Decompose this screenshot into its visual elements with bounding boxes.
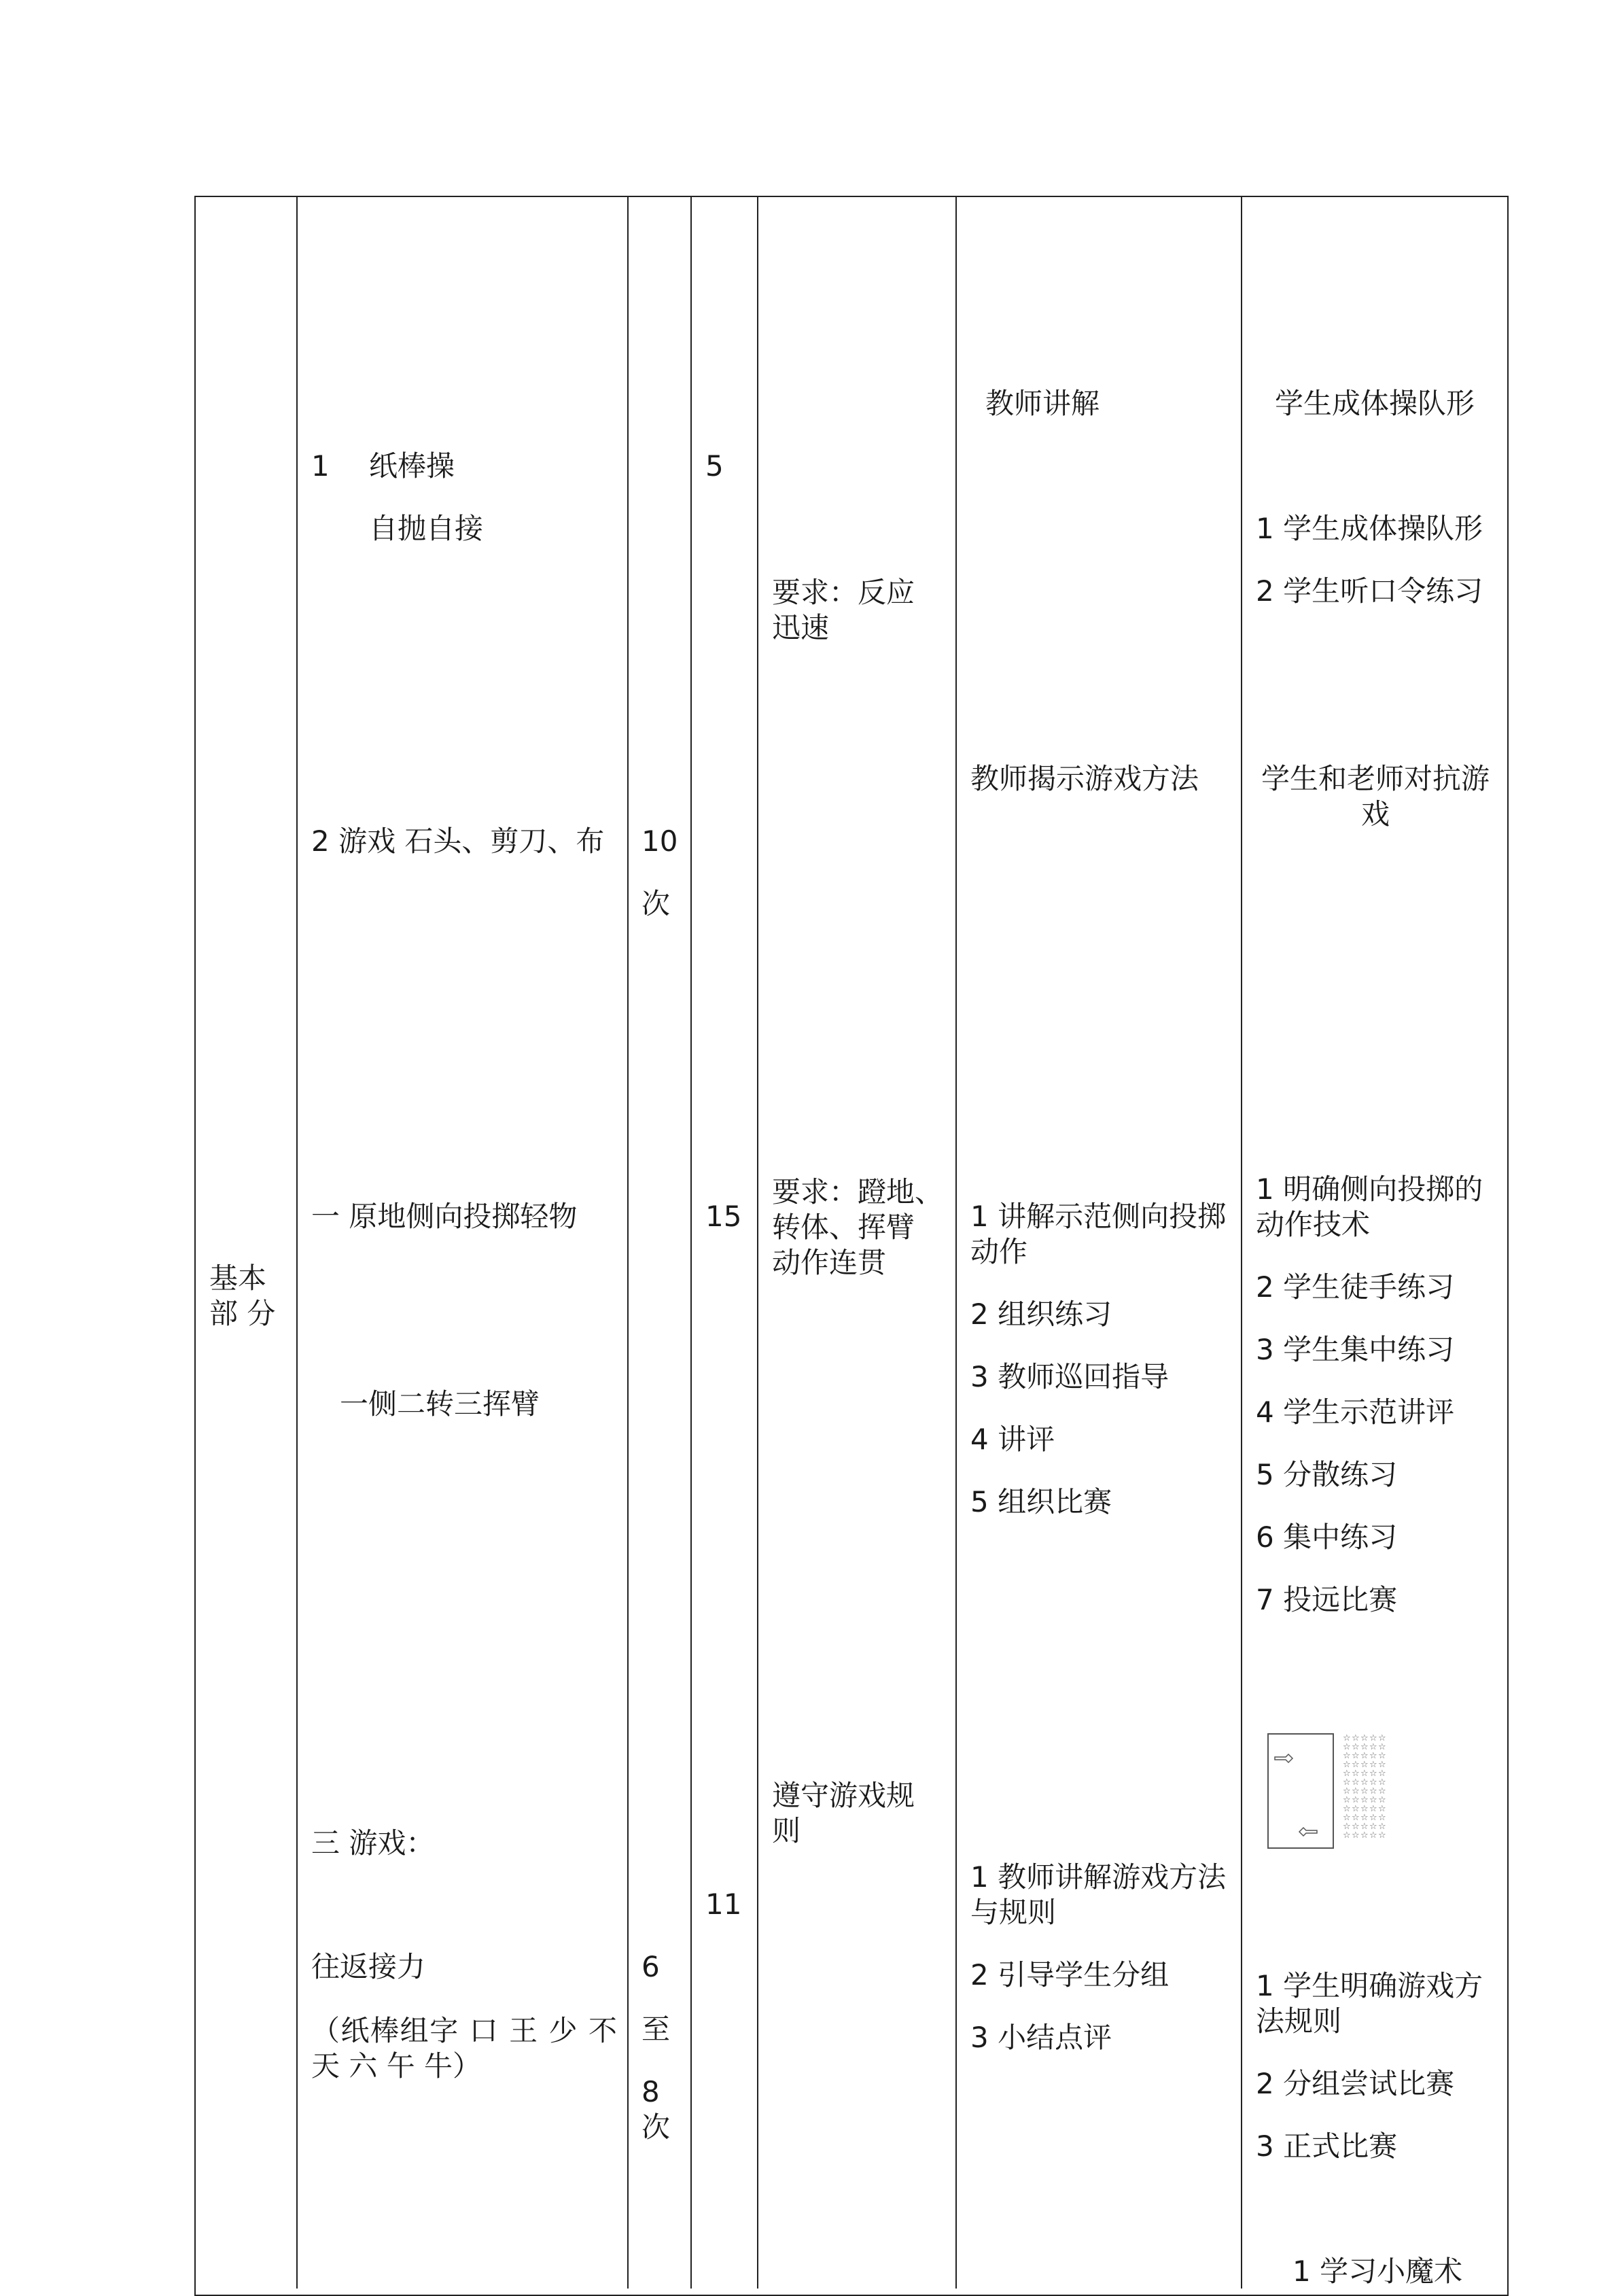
student-activity: 3 正式比赛 bbox=[1256, 2129, 1398, 2163]
student-star-icon: ☆ bbox=[1352, 1751, 1360, 1761]
teacher-activity: 1 教师讲解游戏方法与规则 bbox=[970, 1860, 1227, 1929]
student-star-icon: ☆ bbox=[1360, 1822, 1369, 1832]
student-star-icon: ☆ bbox=[1360, 1804, 1369, 1814]
count-value: 6 至 8 次 bbox=[641, 1950, 671, 2144]
count-value: 10 次 bbox=[641, 824, 678, 920]
student-star-icon: ☆ bbox=[1352, 1733, 1360, 1743]
student-star-icon: ☆ bbox=[1343, 1769, 1351, 1779]
teacher-activity: 3 小结点评 bbox=[970, 2021, 1112, 2054]
column-divider bbox=[1241, 196, 1242, 2289]
student-star-icon: ☆ bbox=[1369, 1751, 1377, 1761]
student-star-icon: ☆ bbox=[1360, 1786, 1369, 1796]
student-star-icon: ☆ bbox=[1378, 1804, 1386, 1814]
student-star-icon: ☆ bbox=[1360, 1769, 1369, 1779]
student-star-icon: ☆ bbox=[1369, 1777, 1377, 1788]
student-star-icon: ☆ bbox=[1369, 1830, 1377, 1841]
student-star-icon: ☆ bbox=[1369, 1742, 1377, 1752]
student-star-icon: ☆ bbox=[1369, 1733, 1377, 1743]
arrow-left-icon bbox=[1299, 1828, 1317, 1836]
teacher-activity: 教师揭示游戏方法 bbox=[970, 762, 1199, 795]
column-divider bbox=[955, 196, 957, 2289]
student-activity: 2 学生徒手练习 bbox=[1256, 1270, 1455, 1304]
student-star-icon: ☆ bbox=[1369, 1760, 1377, 1770]
column-divider bbox=[757, 196, 758, 2289]
student-star-icon: ☆ bbox=[1369, 1822, 1377, 1832]
student-star-icon: ☆ bbox=[1378, 1769, 1386, 1779]
student-star-icon: ☆ bbox=[1343, 1830, 1351, 1841]
student-star-icon: ☆ bbox=[1378, 1742, 1386, 1752]
student-star-icon: ☆ bbox=[1343, 1777, 1351, 1788]
student-star-icon: ☆ bbox=[1360, 1742, 1369, 1752]
student-activity: 2 分组尝试比赛 bbox=[1256, 2067, 1455, 2100]
student-star-icon: ☆ bbox=[1343, 1742, 1351, 1752]
student-star-icon: ☆ bbox=[1352, 1760, 1360, 1770]
teacher-activity: 4 讲评 bbox=[970, 1423, 1055, 1456]
student-star-icon: ☆ bbox=[1378, 1733, 1386, 1743]
student-star-icon: ☆ bbox=[1369, 1813, 1377, 1823]
content-item-title: 纸棒操 bbox=[369, 449, 455, 483]
student-activity: 学生成体操队形 bbox=[1275, 387, 1475, 420]
time-value: 15 bbox=[705, 1200, 742, 1233]
student-star-icon: ☆ bbox=[1378, 1786, 1386, 1796]
student-activity: 3 学生集中练习 bbox=[1256, 1333, 1455, 1366]
student-activity: 1 学生明确游戏方法规则 bbox=[1256, 1969, 1483, 2038]
student-star-icon: ☆ bbox=[1360, 1813, 1369, 1823]
student-star-icon: ☆ bbox=[1369, 1786, 1377, 1796]
student-star-icon: ☆ bbox=[1360, 1795, 1369, 1805]
student-star-icon: ☆ bbox=[1343, 1795, 1351, 1805]
student-star-icon: ☆ bbox=[1352, 1786, 1360, 1796]
student-star-icon: ☆ bbox=[1352, 1822, 1360, 1832]
student-star-icon: ☆ bbox=[1352, 1795, 1360, 1805]
content-item-note: （纸棒组字 口 王 少 不 天 六 午 牛） bbox=[311, 2014, 617, 2083]
student-star-icon: ☆ bbox=[1343, 1733, 1351, 1743]
arrow-right-icon bbox=[1275, 1754, 1292, 1762]
content-item-title: 往返接力 bbox=[311, 1950, 426, 1983]
content-item: 2 游戏 石头、剪刀、布 bbox=[311, 824, 605, 858]
student-star-icon: ☆ bbox=[1352, 1769, 1360, 1779]
student-activity: 6 集中练习 bbox=[1256, 1520, 1398, 1554]
requirement-text: 要求：反应迅速 bbox=[772, 576, 915, 644]
content-item: 一 原地侧向投掷轻物 bbox=[311, 1200, 578, 1233]
teacher-activity: 5 组织比赛 bbox=[970, 1485, 1112, 1518]
student-star-icon: ☆ bbox=[1369, 1769, 1377, 1779]
student-star-icon: ☆ bbox=[1343, 1813, 1351, 1823]
requirement-text: 要求：蹬地、转体、挥臂 动作连贯 bbox=[772, 1175, 944, 1279]
section-label: 基本 部 分 bbox=[209, 1262, 276, 1330]
student-star-icon: ☆ bbox=[1378, 1830, 1386, 1841]
student-star-icon: ☆ bbox=[1360, 1830, 1369, 1841]
student-star-icon: ☆ bbox=[1343, 1804, 1351, 1814]
students-formation-icon bbox=[1343, 1733, 1386, 1841]
student-star-icon: ☆ bbox=[1352, 1813, 1360, 1823]
column-divider bbox=[627, 196, 629, 2289]
content-item: 三 游戏： bbox=[311, 1826, 435, 1860]
relay-formation-diagram bbox=[1267, 1733, 1389, 1849]
student-star-icon: ☆ bbox=[1343, 1760, 1351, 1770]
student-activity: 1 学习小魔术 bbox=[1292, 2255, 1463, 2288]
student-star-icon: ☆ bbox=[1378, 1777, 1386, 1788]
content-item-subtitle: 一侧二转三挥臂 bbox=[340, 1387, 540, 1421]
student-activity: 2 学生听口令练习 bbox=[1256, 574, 1483, 608]
student-star-icon: ☆ bbox=[1352, 1830, 1360, 1841]
student-star-icon: ☆ bbox=[1369, 1795, 1377, 1805]
student-star-icon: ☆ bbox=[1378, 1822, 1386, 1832]
student-star-icon: ☆ bbox=[1378, 1751, 1386, 1761]
content-item-subtitle: 自抛自接 bbox=[369, 512, 484, 545]
student-star-icon: ☆ bbox=[1360, 1777, 1369, 1788]
student-activity: 4 学生示范讲评 bbox=[1256, 1395, 1455, 1429]
student-star-icon: ☆ bbox=[1378, 1795, 1386, 1805]
teacher-activity: 教师讲解 bbox=[985, 387, 1100, 420]
student-star-icon: ☆ bbox=[1378, 1813, 1386, 1823]
content-item-number: 1 bbox=[311, 449, 330, 483]
student-activity: 5 分散练习 bbox=[1256, 1458, 1398, 1491]
student-star-icon: ☆ bbox=[1352, 1777, 1360, 1788]
student-star-icon: ☆ bbox=[1360, 1760, 1369, 1770]
teacher-activity: 3 教师巡回指导 bbox=[970, 1360, 1169, 1393]
student-star-icon: ☆ bbox=[1343, 1786, 1351, 1796]
student-activity: 1 明确侧向投掷的动作技术 bbox=[1256, 1172, 1483, 1241]
time-value: 11 bbox=[705, 1888, 742, 1921]
student-star-icon: ☆ bbox=[1369, 1804, 1377, 1814]
student-star-icon: ☆ bbox=[1352, 1804, 1360, 1814]
time-value: 5 bbox=[705, 449, 724, 483]
teacher-activity: 1 讲解示范侧向投掷动作 bbox=[970, 1200, 1227, 1268]
student-activity: 1 学生成体操队形 bbox=[1256, 512, 1483, 545]
requirement-text: 遵守游戏规则 bbox=[772, 1779, 915, 1847]
student-star-icon: ☆ bbox=[1343, 1822, 1351, 1832]
student-activity: 学生和老师对抗游戏 bbox=[1261, 762, 1490, 831]
teacher-activity: 2 组织练习 bbox=[970, 1298, 1112, 1331]
column-divider bbox=[690, 196, 692, 2289]
student-star-icon: ☆ bbox=[1378, 1760, 1386, 1770]
column-divider bbox=[296, 196, 298, 2289]
student-star-icon: ☆ bbox=[1360, 1751, 1369, 1761]
teacher-activity: 2 引导学生分组 bbox=[970, 1958, 1169, 1991]
student-star-icon: ☆ bbox=[1352, 1742, 1360, 1752]
student-activity: 7 投远比赛 bbox=[1256, 1583, 1398, 1616]
student-star-icon: ☆ bbox=[1360, 1733, 1369, 1743]
student-star-icon: ☆ bbox=[1343, 1751, 1351, 1761]
